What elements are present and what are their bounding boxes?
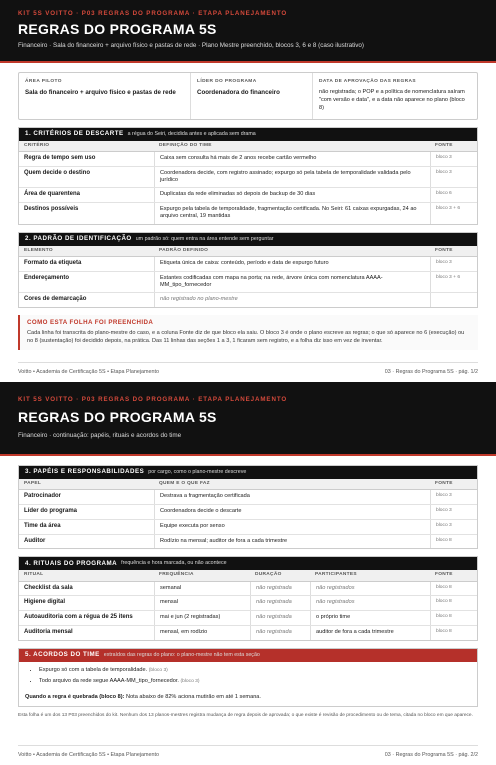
section-roles <box>18 465 478 549</box>
table-row <box>19 257 477 272</box>
table-row <box>19 293 477 307</box>
list-item <box>39 667 471 674</box>
table-row <box>19 167 477 189</box>
page-header <box>0 382 496 454</box>
col-header: CRITÉRIO <box>24 142 50 148</box>
section-title: 1. CRITÉRIOS DE DESCARTE <box>25 130 124 138</box>
cell: mai e jun (2 registradas) <box>154 611 250 625</box>
cell: bloco 3 + 6 <box>430 203 477 224</box>
table-header <box>19 570 477 581</box>
section-identification <box>18 232 478 308</box>
cell: bloco 3 <box>430 167 477 188</box>
page-title: REGRAS DO PROGRAMA 5S <box>18 21 217 38</box>
cell: Higiene digital <box>24 599 66 606</box>
item-source: (bloco 3) <box>148 667 168 673</box>
col-header: FONTE <box>435 142 453 148</box>
section-desc: um padrão só: quem entra na área entende sem perguntar <box>135 235 274 242</box>
cell: Patrocinador <box>24 493 62 500</box>
note-title: COMO ESTA FOLHA FOI PREENCHIDA <box>27 318 154 326</box>
cell: auditor de fora a cada trimestre <box>310 626 430 640</box>
cell: bloco 8 <box>430 535 477 549</box>
section-header <box>19 466 477 479</box>
item-source: (bloco 3) <box>180 679 200 685</box>
meta-label: DATA DE APROVAÇÃO DAS REGRAS <box>319 79 416 84</box>
cell: Endereçamento <box>24 274 70 281</box>
table-row <box>19 152 477 167</box>
cell <box>430 293 477 307</box>
cell: Checklist da sala <box>24 584 73 591</box>
table-row <box>19 520 477 535</box>
rule-break-label: Quando a regra é quebrada (bloco 8): <box>25 693 125 700</box>
cell: Time da área <box>24 522 61 529</box>
section-title: 2. PADRÃO DE IDENTIFICAÇÃO <box>25 235 132 243</box>
col-header: FONTE <box>435 481 453 486</box>
col-header: QUEM E O QUE FAZ <box>159 481 210 486</box>
table-row <box>19 611 477 626</box>
meta-card <box>18 72 478 120</box>
list-item <box>39 678 471 685</box>
col-header: ELEMENTO <box>24 247 53 253</box>
cell: Autoauditoria com a régua de 25 itens <box>24 614 133 621</box>
cell: Expurgo pela tabela de temporalidade, fragmentação certificada. No Seiri: 61 caixas expurgadas, 24 ao arquivo central, 19 mantidas <box>154 203 430 224</box>
section-header <box>19 557 477 570</box>
footer-left: Voitto • Academia de Certificação 5S • Etapa Planejamento <box>18 368 160 375</box>
cell: Rodízio na mensal; auditor de fora a cada trimestre <box>154 535 430 549</box>
how-filled-note <box>18 315 478 350</box>
cell: Caixa sem consulta há mais de 2 anos recebe cartão vermelho <box>154 152 430 166</box>
kit-label: KIT 5S VOITTO · P03 REGRAS DO PROGRAMA · ETAPA PLANEJAMENTO <box>18 396 288 403</box>
cell: Auditoria mensal <box>24 629 73 636</box>
note-body: Cada linha foi transcrita do plano-mestre do caso, e a coluna Fonte diz de que bloco ela saiu. O bloco 3 é onde o plano escreve as regras; o que só aparece no 6 (execução) ou no 8 (sustentação) foi decidido depois, na prática. Das 11 linhas das seções 1 a 3, 1 ficaram sem registro, e a folha diz isso em vez de inventar. <box>27 330 465 344</box>
cell: Cores de demarcação <box>24 296 87 303</box>
cell: Duplicatas da rede eliminadas só depois de backup de 30 dias <box>154 188 430 202</box>
col-header: FREQUÊNCIA <box>159 572 194 578</box>
item-text: Expurgo só com a tabela de temporalidade. <box>39 666 148 673</box>
meta-approval <box>313 73 477 119</box>
col-header: DURAÇÃO <box>255 572 282 578</box>
col-header: PARTICIPANTES <box>315 572 357 578</box>
page-2 <box>0 382 496 765</box>
cell: Auditor <box>24 537 46 544</box>
page-footer <box>18 745 478 765</box>
cell: bloco 3 <box>430 520 477 534</box>
table-row <box>19 490 477 505</box>
section-desc: a régua do Seiri, decidida antes e aplicada sem drama <box>127 130 256 137</box>
page-title: REGRAS DO PROGRAMA 5S <box>18 409 217 426</box>
rule-break-text <box>19 692 477 706</box>
section-desc: frequência e hora marcada, ou não acontece <box>121 560 227 567</box>
col-header: FONTE <box>435 572 453 578</box>
cell: bloco 3 <box>430 505 477 519</box>
col-header: FONTE <box>435 247 453 253</box>
meta-value: Coordenadora do financeiro <box>197 89 280 97</box>
section-header <box>19 128 477 141</box>
cell: Quem decide o destino <box>24 169 91 176</box>
section-title: 4. RITUAIS DO PROGRAMA <box>25 559 118 567</box>
section-title: 3. PAPÉIS E RESPONSABILIDADES <box>25 468 145 476</box>
meta-leader <box>191 73 313 119</box>
cell: não registrada <box>250 596 310 610</box>
footnote: Esta folha é um dos 13 P03 preenchidos do kit. Nenhum dos 13 planos-mestres registra mudança de regra depois de aprovada; o que existe é revisão de procedimento ou de tema, citada no bloco em que aparece. <box>18 712 473 718</box>
footer-left: Voitto • Academia de Certificação 5S • Etapa Planejamento <box>18 751 160 758</box>
table-header <box>19 479 477 490</box>
cell: semanal <box>154 582 250 596</box>
col-header: DEFINIÇÃO DO TIME <box>159 142 212 148</box>
cell: bloco 3 + 6 <box>430 272 477 293</box>
item-text: Todo arquivo da rede segue AAAA-MM_tipo_fornecedor. <box>39 678 179 685</box>
footer-right: 03 · Regras do Programa 5S · pág. 1/2 <box>384 368 478 375</box>
meta-area <box>19 73 191 119</box>
col-header: PAPEL <box>24 481 42 486</box>
cell: não registrados <box>310 582 430 596</box>
section-title: 5. ACORDOS DO TIME <box>25 651 100 659</box>
cell: Destrava a fragmentação certificada <box>154 490 430 504</box>
cell: não registrada <box>250 611 310 625</box>
cell: não registrados <box>310 596 430 610</box>
cell: bloco 8 <box>430 596 477 610</box>
cell: Coordenadora decide, com registro assinado; expurgo só pela tabela de temporalidade validada pelo jurídico <box>154 167 430 188</box>
page-subtitle: Financeiro · continuação: papéis, rituais e acordos do time <box>18 432 182 440</box>
table-header <box>19 141 477 152</box>
cell: o próprio time <box>310 611 430 625</box>
cell: Coordenadora decide o descarte <box>154 505 430 519</box>
cell: Estantes codificadas com mapa na porta; na rede, árvore única com nomenclatura AAAA-MM_tipo_fornecedor <box>154 272 430 293</box>
table-header <box>19 246 477 257</box>
accent-divider <box>0 454 496 456</box>
cell: Regra de tempo sem uso <box>24 154 96 161</box>
cell: não registrada <box>250 626 310 640</box>
cell: não registrado no plano-mestre <box>154 293 430 307</box>
cell: Líder do programa <box>24 508 78 515</box>
section-rituals <box>18 556 478 640</box>
col-header: RITUAL <box>24 572 44 578</box>
table-row <box>19 188 477 203</box>
rule-break-body: Nota abaixo de 82% aciona mutirão em até 1 semana. <box>124 693 261 700</box>
accent-divider <box>0 61 496 63</box>
section-agreements <box>18 648 478 707</box>
page-subtitle: Financeiro · Sala do financeiro + arquivo físico e pastas de rede · Plano Mestre preenchido, blocos 3, 6 e 8 (caso ilustrativo) <box>18 42 364 50</box>
cell: mensal, em rodízio <box>154 626 250 640</box>
table-row <box>19 505 477 520</box>
col-header: PADRÃO DEFINIDO <box>159 247 209 253</box>
page-1 <box>0 0 496 382</box>
table-row <box>19 596 477 611</box>
meta-value: não registrada; o POP e a política de nomenclatura saíram "com versão e data", e a data não aparece no plano (bloco 8) <box>319 89 465 111</box>
cell: bloco 3 <box>430 152 477 166</box>
table-row <box>19 535 477 549</box>
cell: bloco 3 <box>430 490 477 504</box>
page-header <box>0 0 496 61</box>
meta-value: Sala do financeiro + arquivo físico e pastas de rede <box>25 89 176 97</box>
table-row <box>19 272 477 294</box>
page-footer <box>18 362 478 382</box>
cell: Área de quarentena <box>24 191 81 198</box>
section-desc: extraídos das regras do plano: o plano-mestre não tem esta seção <box>103 651 260 658</box>
cell: Equipe executa por senso <box>154 520 430 534</box>
table-row <box>19 626 477 640</box>
cell: não registrada <box>250 582 310 596</box>
cell: bloco 8 <box>430 611 477 625</box>
cell: bloco 8 <box>430 582 477 596</box>
cell: bloco 6 <box>430 188 477 202</box>
cell: mensal <box>154 596 250 610</box>
table-row <box>19 582 477 597</box>
agreements-list <box>19 662 477 692</box>
section-desc: por cargo, como o plano-mestre descreve <box>148 469 247 476</box>
footer-right: 03 · Regras do Programa 5S · pág. 2/2 <box>384 751 478 758</box>
meta-label: LÍDER DO PROGRAMA <box>197 79 257 84</box>
cell: bloco 8 <box>430 626 477 640</box>
section-header <box>19 233 477 246</box>
kit-label: KIT 5S VOITTO · P03 REGRAS DO PROGRAMA · ETAPA PLANEJAMENTO <box>18 10 288 17</box>
section-header <box>19 649 477 662</box>
section-discard-criteria <box>18 127 478 225</box>
meta-label: ÁREA PILOTO <box>25 79 62 84</box>
cell: bloco 3 <box>430 257 477 271</box>
cell: Etiqueta única de caixa: conteúdo, período e data de expurgo futuro <box>154 257 430 271</box>
cell: Destinos possíveis <box>24 206 79 213</box>
cell: Formato da etiqueta <box>24 259 82 266</box>
table-row <box>19 203 477 224</box>
